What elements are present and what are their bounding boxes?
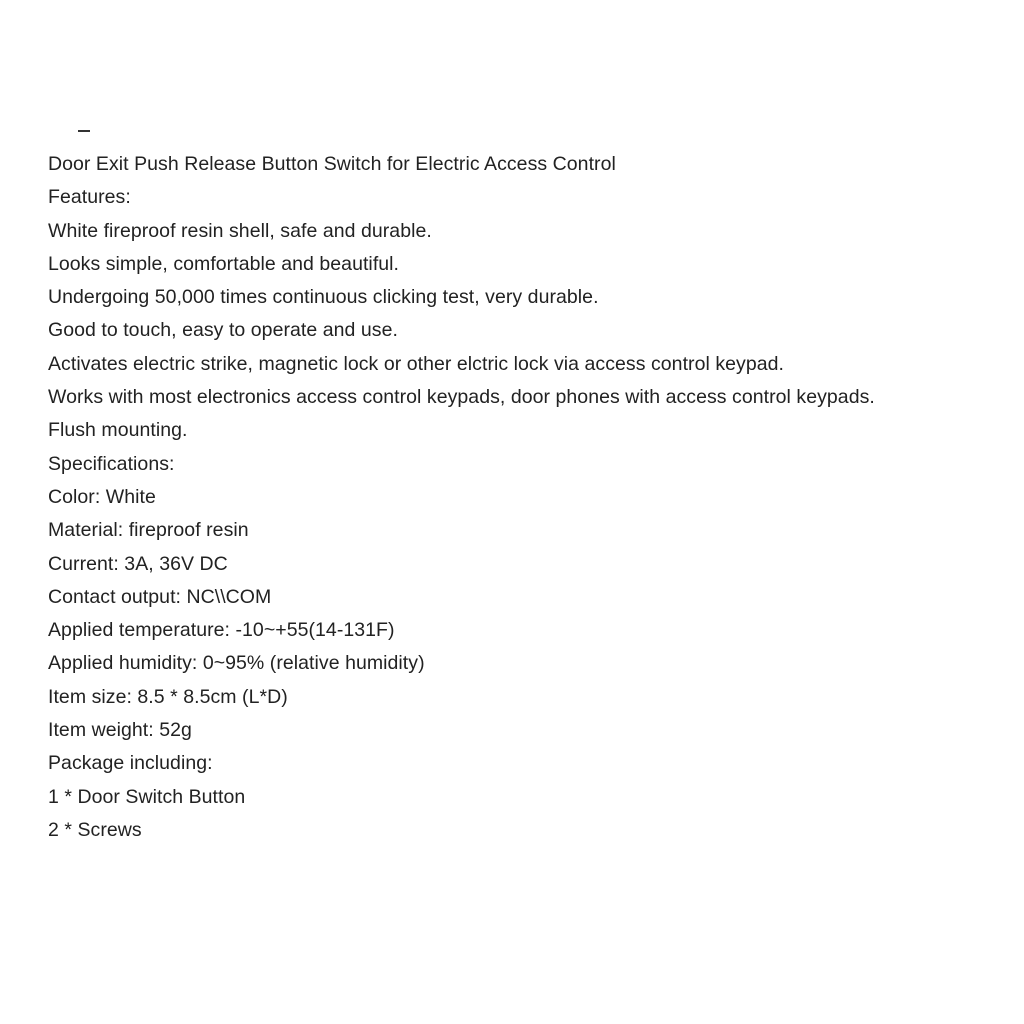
feature-line: Good to touch, easy to operate and use. [48, 319, 398, 342]
product-description [48, 148, 1008, 847]
package-item: 1 * Door Switch Button [48, 785, 246, 808]
package-item: 2 * Screws [48, 818, 142, 841]
spec-item-size: Item size: 8.5 * 8.5cm (L*D) [48, 685, 288, 708]
spec-item-weight: Item weight: 52g [48, 719, 192, 742]
feature-line: Works with most electronics access control keypads, door phones with access control keypads. [48, 386, 875, 409]
feature-line: Activates electric strike, magnetic lock or other elctric lock via access control keypad. [48, 352, 784, 375]
spec-current: Current: 3A, 36V DC [48, 552, 228, 575]
feature-line: White fireproof resin shell, safe and durable. [48, 219, 432, 242]
specifications-heading: Specifications: [48, 452, 175, 475]
spec-temperature: Applied temperature: -10~+55(14-131F) [48, 619, 395, 642]
top-edge-artifact [78, 130, 90, 132]
package-heading: Package including: [48, 752, 213, 775]
spec-humidity: Applied humidity: 0~95% (relative humidity) [48, 652, 425, 675]
feature-line: Flush mounting. [48, 419, 188, 442]
spec-color: Color: White [48, 485, 156, 508]
feature-line: Undergoing 50,000 times continuous clicking test, very durable. [48, 286, 599, 309]
feature-line: Looks simple, comfortable and beautiful. [48, 252, 400, 275]
spec-material: Material: fireproof resin [48, 519, 249, 542]
features-heading: Features: [48, 186, 131, 209]
spec-contact-output: Contact output: NC\\COM [48, 585, 272, 608]
product-title: Door Exit Push Release Button Switch for Electric Access Control [48, 153, 616, 175]
